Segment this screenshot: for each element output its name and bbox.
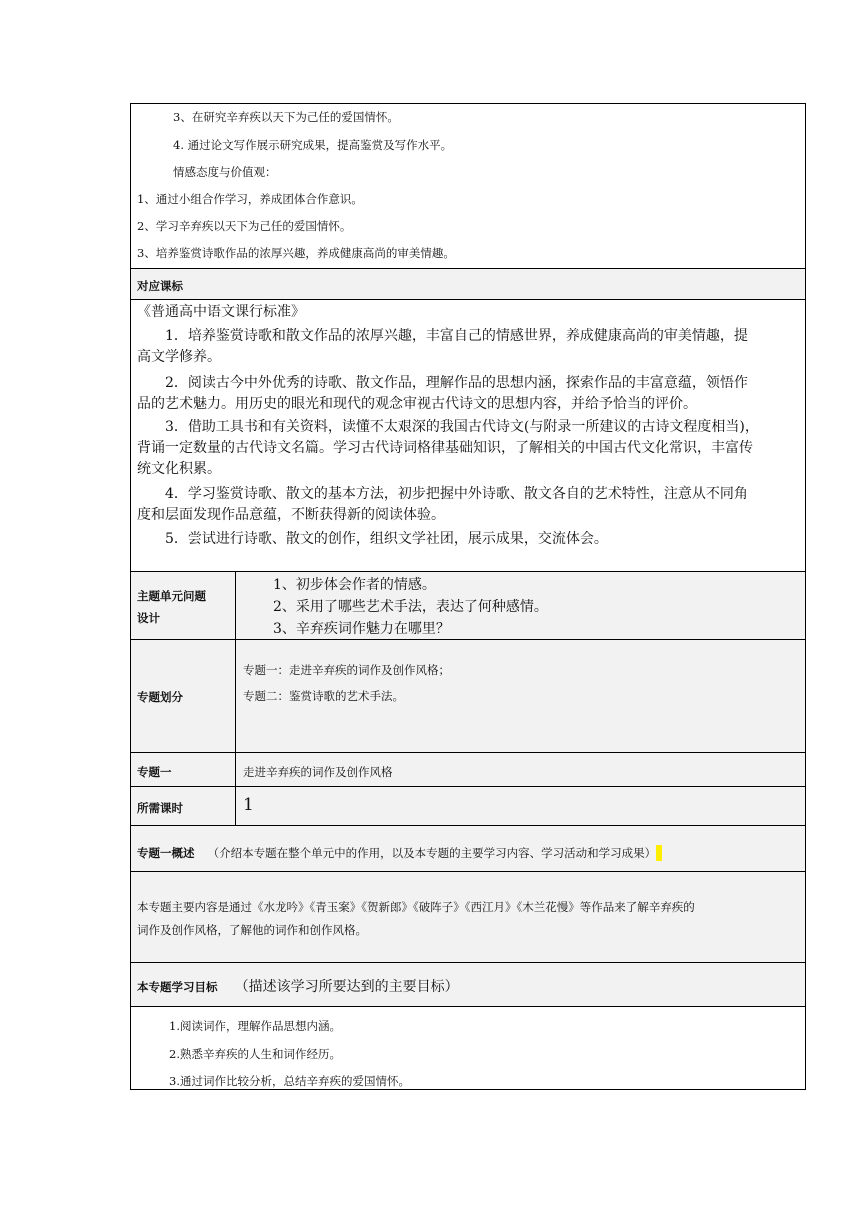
objective-item-3: 3.通过词作比较分析，总结辛弃疾的爱国情怀。 xyxy=(169,1074,410,1088)
unit-questions-row xyxy=(131,572,805,640)
standard-line: 5．尝试进行诗歌、散文的创作，组织文学社团，展示成果，交流体会。 xyxy=(165,531,608,547)
objectives-header xyxy=(131,963,805,1007)
overview-line-1: 本专题主要内容是通过《水龙吟》《青玉案》《贺新郎》《破阵子》《西江月》《木兰花慢》等作品来了解辛弃疾的 xyxy=(137,900,695,914)
highlight-mark xyxy=(656,845,662,861)
objectives-content xyxy=(131,1007,805,1089)
standard-line: 品的艺术魅力。用历史的眼光和现代的观念审视古代诗文的思想内容，并给予恰当的评价。 xyxy=(137,396,697,412)
standard-label: 对应课标 xyxy=(137,279,183,293)
goals-section xyxy=(131,104,805,269)
attitude-line-1: 1、通过小组合作学习，养成团体合作意识。 xyxy=(137,192,363,206)
topic1-value: 走进辛弃疾的词作及创作风格 xyxy=(243,765,393,779)
objective-item-1: 1.阅读词作，理解作品思想内涵。 xyxy=(169,1019,341,1033)
standard-line: 度和层面发现作品意蕴，不断获得新的阅读体验。 xyxy=(137,507,445,523)
overview-content xyxy=(131,872,805,963)
unit-question-1: 1、初步体会作者的情感。 xyxy=(273,577,436,593)
hours-label: 所需课时 xyxy=(137,801,183,815)
standard-line: 3．借助工具书和有关资料，读懂不太艰深的我国古代诗文(与附录一所建议的古诗文程度相当)， xyxy=(165,419,759,435)
objectives-label: 本专题学习目标 xyxy=(137,980,218,994)
topics-row xyxy=(131,640,805,753)
attitude-line-2: 2、学习辛弃疾以天下为己任的爱国情怀。 xyxy=(137,219,352,233)
standard-line: 1．培养鉴赏诗歌和散文作品的浓厚兴趣，丰富自己的情感世界，养成健康高尚的审美情趣，提 xyxy=(165,328,748,344)
overview-label: 专题一概述 xyxy=(137,846,195,860)
standard-line: 2．阅读古今中外优秀的诗歌、散文作品，理解作品的思想内涵，探索作品的丰富意蕴，领悟作 xyxy=(165,375,748,391)
standard-line: 高文学修养。 xyxy=(137,349,221,365)
overview-heading xyxy=(137,842,662,861)
standard-line: 统文化积累。 xyxy=(137,461,221,477)
goal-line-2: 4. 通过论文写作展示研究成果，提高鉴赏及写作水平。 xyxy=(173,138,453,152)
unit-questions-label-1: 主题单元问题 xyxy=(137,589,206,603)
hours-row xyxy=(131,787,805,826)
objective-item-2: 2.熟悉辛弃疾的人生和词作经历。 xyxy=(169,1047,341,1061)
topics-label: 专题划分 xyxy=(137,690,183,704)
topic1-row xyxy=(131,753,805,787)
topic-item-2: 专题二：鉴赏诗歌的艺术手法。 xyxy=(243,689,404,703)
overview-hint: （介绍本专题在整个单元中的作用，以及本专题的主要学习内容、学习活动和学习成果） xyxy=(207,846,657,860)
unit-question-2: 2、采用了哪些艺术手法，表达了何种感情。 xyxy=(273,599,548,615)
attitude-heading: 情感态度与价值观： xyxy=(173,165,277,179)
objectives-heading xyxy=(137,976,459,996)
standard-title: 《普通高中语文课行标准》 xyxy=(137,304,305,320)
topic-item-1: 专题一：走进辛弃疾的词作及创作风格； xyxy=(243,663,450,677)
unit-question-3: 3、辛弃疾词作魅力在哪里？ xyxy=(273,621,450,637)
standard-header xyxy=(131,269,805,300)
objectives-hint: （描述该学习所要达到的主要目标） xyxy=(234,979,459,995)
standard-line: 背诵一定数量的古代诗文名篇。学习古代诗词格律基础知识，了解相关的中国古代文化常识，丰富传 xyxy=(137,440,753,456)
overview-header xyxy=(131,826,805,872)
goal-line-1: 3、在研究辛弃疾以天下为己任的爱国情怀。 xyxy=(173,110,399,124)
overview-line-2: 词作及创作风格，了解他的词作和创作风格。 xyxy=(137,923,367,937)
hours-value: 1 xyxy=(243,795,254,815)
topic1-label: 专题一 xyxy=(137,765,172,779)
standard-content xyxy=(131,300,805,572)
unit-questions-label-2: 设计 xyxy=(137,611,160,625)
attitude-line-3: 3、培养鉴赏诗歌作品的浓厚兴趣，养成健康高尚的审美情趣。 xyxy=(137,246,455,260)
unit-plan-table xyxy=(130,103,806,1090)
standard-line: 4．学习鉴赏诗歌、散文的基本方法，初步把握中外诗歌、散文各自的艺术特性，注意从不同角 xyxy=(165,486,748,502)
